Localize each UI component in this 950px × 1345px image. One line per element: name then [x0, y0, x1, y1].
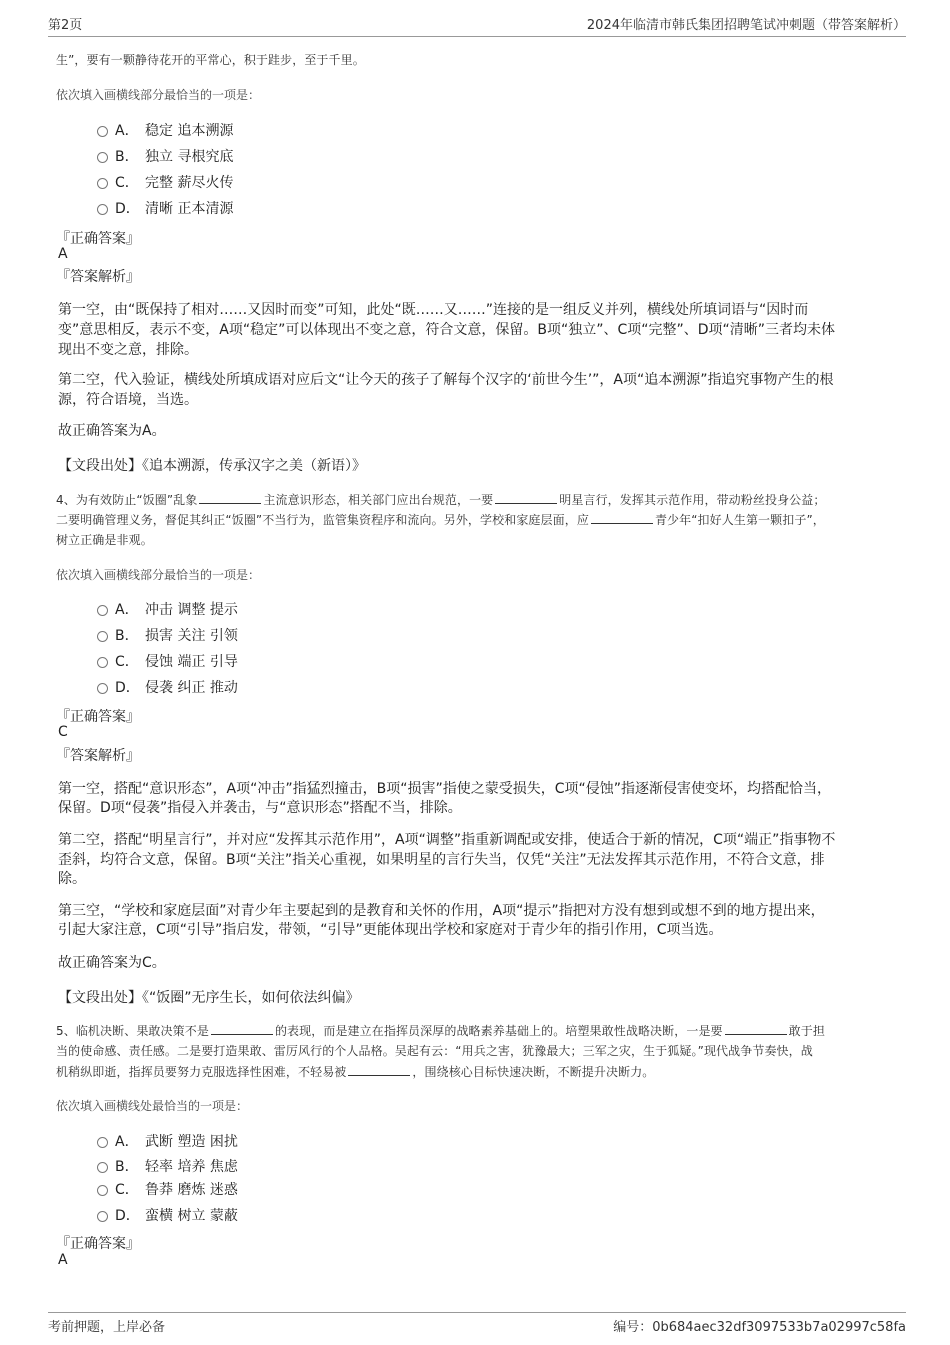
- radio-icon[interactable]: [97, 657, 108, 668]
- blank-3: [591, 511, 653, 524]
- page-number: 第2页: [48, 18, 83, 33]
- q5-answer: A: [58, 1252, 68, 1268]
- q3-source: 【文段出处】《追本溯源，传承汉字之美（新语）》: [58, 458, 366, 474]
- radio-icon[interactable]: [97, 1211, 108, 1222]
- blank-2: [725, 1022, 787, 1035]
- q5-option-b[interactable]: B． 轻率 培养 焦虑: [97, 1156, 397, 1178]
- q3-analysis-p2-l1: 第二空，代入验证，横线处所填成语对应后文“让今天的孩子了解每个汉字的‘前世今生’”，A项“追本溯源”指追究事物产生的根: [58, 372, 834, 388]
- radio-icon[interactable]: [97, 152, 108, 163]
- q4-option-d[interactable]: D． 侵袭 纠正 推动: [97, 677, 397, 699]
- page-footer: [48, 1312, 906, 1337]
- q4-analysis-p2-l3: 除。: [58, 871, 86, 887]
- q4-analysis-p2-l1: 第二空，搭配“明星言行”，并对应“发挥其示范作用”，A项“调整”指重新调配或安排，使适合于新的情况，C项“端正”指事物不: [58, 832, 836, 848]
- q4-conclusion: 故正确答案为C。: [58, 955, 166, 971]
- q3-prompt: 依次填入画横线部分最恰当的一项是：: [56, 88, 261, 102]
- radio-icon[interactable]: [97, 683, 108, 694]
- q4-option-a[interactable]: A． 冲击 调整 提示: [97, 599, 397, 621]
- q3-option-b[interactable]: B． 独立 寻根究底: [97, 146, 397, 168]
- q4-analysis-p1-l2: 保留。D项“侵袭”指侵入并袭击，与“意识形态”搭配不当，排除。: [58, 800, 462, 816]
- q4-analysis-p3-l1: 第三空，“学校和家庭层面”对青少年主要起到的是教育和关怀的作用，A项“提示”指把对方没有想到或想不到的地方提出来，: [58, 903, 825, 919]
- q4-prompt: 依次填入画横线部分最恰当的一项是：: [56, 568, 261, 582]
- q4-option-b[interactable]: B． 损害 关注 引领: [97, 625, 397, 647]
- q3-analysis-p1-l2: 变”意思相反，表示不变，A项“稳定”可以体现出不变之意，符合文意，保留。B项“独立”、C项“完整”、D项“清晰”三者均未体: [58, 322, 836, 338]
- radio-icon[interactable]: [97, 631, 108, 642]
- q3-answer: A: [58, 246, 68, 262]
- radio-icon[interactable]: [97, 605, 108, 616]
- document-title: 2024年临清市韩氏集团招聘笔试冲刺题（带答案解析）: [586, 18, 906, 33]
- q3-analysis-p1-l3: 现出不变之意，排除。: [58, 342, 198, 358]
- blank-3: [348, 1063, 410, 1076]
- q3-option-c[interactable]: C． 完整 薪尽火传: [97, 172, 397, 194]
- q3-text-tail: 生”，要有一颗静待花开的平常心，积于跬步，至于千里。: [56, 53, 365, 67]
- q5-stem-l3: 机稍纵即逝，指挥员要努力克服选择性困难，不轻易被 ，围绕核心目标快速决断，不断提升决断力。: [56, 1065, 655, 1079]
- q3-analysis-p2-l2: 源，符合语境，当选。: [58, 392, 198, 408]
- q5-option-d[interactable]: D． 蛮横 树立 蒙蔽: [97, 1205, 397, 1227]
- page-header: [48, 14, 906, 37]
- q3-option-d[interactable]: D． 清晰 正本清源: [97, 198, 397, 220]
- blank-2: [495, 491, 557, 504]
- q4-source: 【文段出处】《“饭圈”无序生长，如何依法纠偏》: [58, 990, 360, 1006]
- footer-slogan: 考前押题，上岸必备: [48, 1320, 166, 1335]
- q3-option-a[interactable]: A． 稳定 追本溯源: [97, 120, 397, 142]
- q5-stem-l1: 5、临机决断、果敢决策不是 的表现，而是建立在指挥员深厚的战略素养基础上的。培塑果敢性战略决断，一是要 敢于担: [56, 1024, 825, 1038]
- radio-icon[interactable]: [97, 126, 108, 137]
- blank-1: [199, 491, 261, 504]
- document-code: 编号：0b684aec32df3097533b7a02997c58fa: [613, 1320, 906, 1335]
- radio-icon[interactable]: [97, 178, 108, 189]
- q5-prompt: 依次填入画横线处最恰当的一项是：: [56, 1099, 249, 1113]
- q4-stem-l3: 树立正确是非观。: [56, 533, 153, 547]
- q4-option-c[interactable]: C． 侵蚀 端正 引导: [97, 651, 397, 673]
- q4-stem-l1: 4、为有效防止“饭圈”乱象 主流意识形态，相关部门应出台规范，一要 明星言行，发挥其示范作用，带动粉丝投身公益；: [56, 493, 826, 507]
- q5-option-c[interactable]: C． 鲁莽 磨炼 迷惑: [97, 1179, 397, 1201]
- radio-icon[interactable]: [97, 1185, 108, 1196]
- radio-icon[interactable]: [97, 1137, 108, 1148]
- q4-analysis-label: 『答案解析』: [56, 748, 140, 764]
- radio-icon[interactable]: [97, 204, 108, 215]
- q4-analysis-p1-l1: 第一空，搭配“意识形态”，A项“冲击”指猛烈撞击，B项“损害”指使之蒙受损失，C项“侵蚀”指逐渐侵害使变坏，均搭配恰当，: [58, 781, 831, 797]
- q3-analysis-label: 『答案解析』: [56, 269, 140, 285]
- q5-option-a[interactable]: A． 武断 塑造 困扰: [97, 1131, 397, 1153]
- q4-answer-label: 『正确答案』: [56, 709, 140, 725]
- radio-icon[interactable]: [97, 1162, 108, 1173]
- q3-analysis-p1-l1: 第一空，由“既保持了相对……又因时而变”可知，此处“既……又……”连接的是一组反义并列，横线处所填词语与“因时而: [58, 302, 809, 318]
- q4-answer: C: [58, 724, 68, 740]
- q4-analysis-p3-l2: 引起大家注意，C项“引导”指启发，带领，“引导”更能体现出学校和家庭对于青少年的指引作用，C项当选。: [58, 922, 723, 938]
- blank-1: [211, 1022, 273, 1035]
- q4-analysis-p2-l2: 歪斜，均符合文意，保留。B项“关注”指关心重视，如果明星的言行失当，仅凭“关注”无法发挥其示范作用，不符合文意，排: [58, 852, 825, 868]
- q5-answer-label: 『正确答案』: [56, 1236, 140, 1252]
- q3-answer-label: 『正确答案』: [56, 231, 140, 247]
- q3-conclusion: 故正确答案为A。: [58, 423, 166, 439]
- q5-stem-l2: 当的使命感、责任感。二是要打造果敢、雷厉风行的个人品格。吴起有云：“用兵之害，犹豫最大；三军之灾，生于狐疑。”现代战争节奏快，战: [56, 1044, 813, 1058]
- q4-stem-l2: 二要明确管理义务，督促其纠正“饭圈”不当行为，监管集资程序和流向。另外，学校和家庭层面，应 青少年“扣好人生第一颗扣子”，: [56, 513, 825, 527]
